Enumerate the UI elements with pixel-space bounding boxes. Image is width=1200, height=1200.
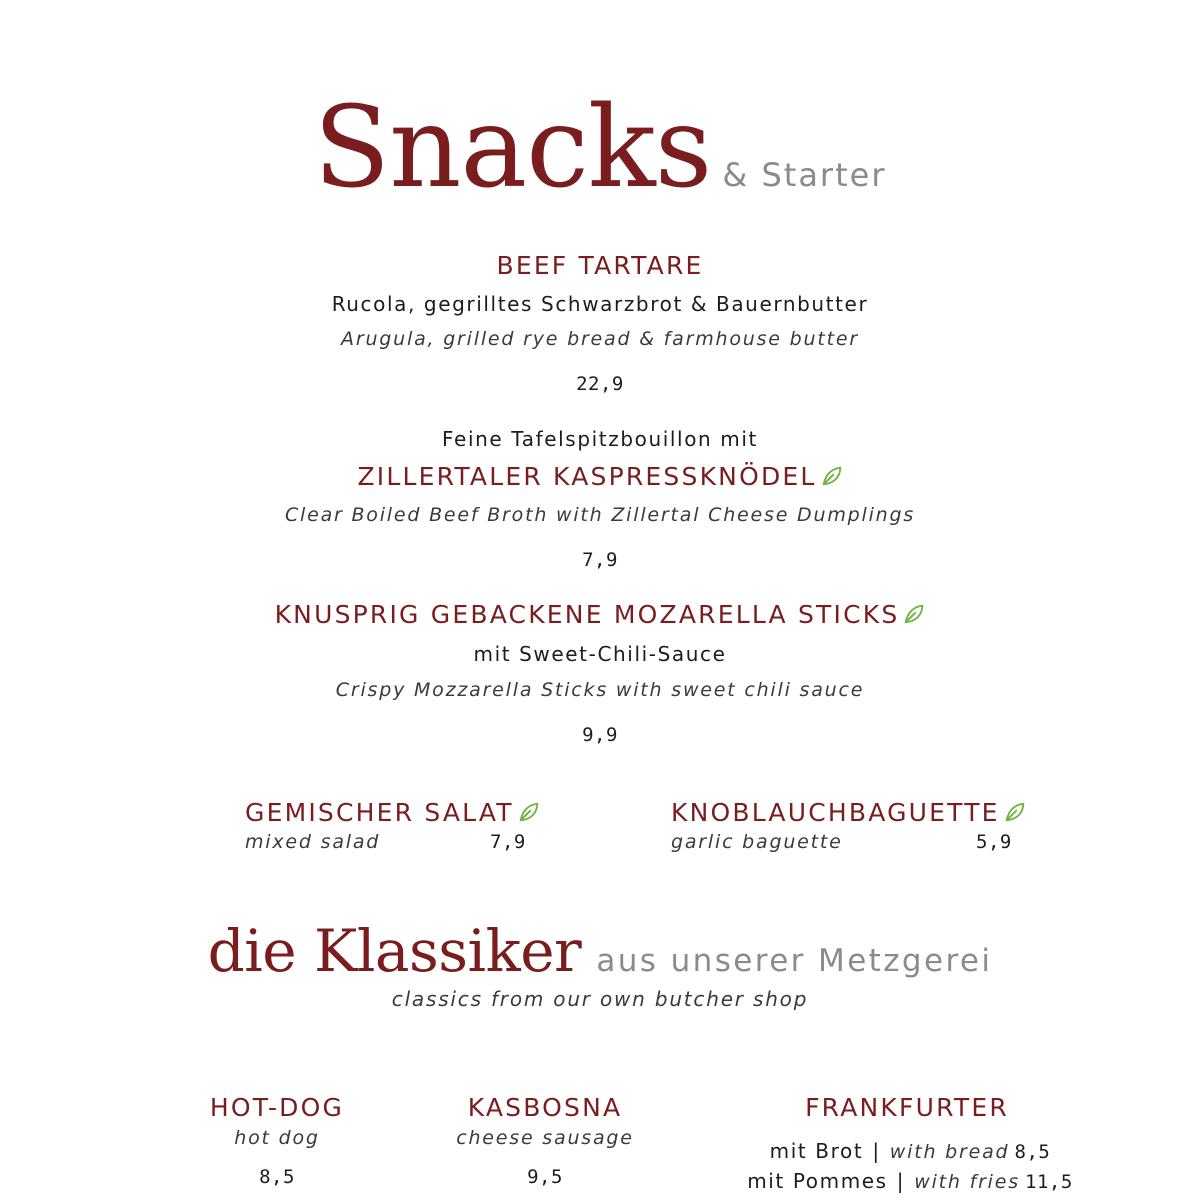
dish-price: 9,5 (527, 1166, 563, 1188)
option-price: 8,5 (1014, 1141, 1051, 1163)
dish-title-text: ZILLERTALER KASPRESSKNÖDEL (357, 462, 817, 491)
dish-price: 5,9 (976, 831, 1012, 853)
section-title: Snacks (313, 83, 712, 213)
dish-intro-de: Feine Tafelspitzbouillon mit (442, 427, 758, 451)
dish-title-frankfurter: FRANKFURTER (805, 1093, 1009, 1122)
frankfurter-option-bread (700, 1138, 1120, 1164)
section-title: die Klassiker (207, 917, 582, 985)
dish-title-beef-tartare: BEEF TARTARE (496, 251, 704, 280)
dish-title-text: KNUSPRIG GEBACKENE MOZARELLA STICKS (274, 600, 900, 629)
leaf-icon (1004, 801, 1026, 823)
leaf-icon (518, 801, 540, 823)
section-heading-snacks (0, 83, 1200, 213)
dish-description-de: mit Sweet-Chili-Sauce (473, 642, 727, 666)
dish-price: 9,9 (582, 724, 618, 746)
dish-description-de: Rucola, gegrilltes Schwarzbrot & Bauernbutter (331, 292, 869, 316)
dish-description-en: mixed salad (245, 831, 381, 853)
option-en: with fries (914, 1171, 1020, 1193)
section-subtitle: & Starter (722, 156, 887, 194)
section-subtitle: aus unserer Metzgerei (596, 943, 993, 979)
dish-price: 22,9 (576, 373, 624, 395)
dish-title-kaspressknoedel (0, 462, 1200, 492)
option-separator: | (872, 1139, 881, 1163)
dish-description-en: garlic baguette (671, 831, 843, 853)
dish-price: 7,9 (490, 831, 526, 853)
dish-description-en: Crispy Mozzarella Sticks with sweet chili sauce (335, 679, 865, 701)
option-separator: | (896, 1169, 906, 1193)
option-de: mit Pommes (747, 1169, 888, 1193)
section-description-en: classics from our own butcher shop (391, 987, 809, 1011)
dish-title-hot-dog: HOT-DOG (209, 1093, 345, 1122)
dish-title-text: GEMISCHER SALAT (245, 798, 514, 827)
dish-description-en: Arugula, grilled rye bread & farmhouse butter (341, 328, 859, 350)
section-heading-klassiker (0, 918, 1200, 984)
dish-title-gemischer-salat (245, 798, 540, 828)
dish-title-knoblauchbaguette (671, 798, 1026, 828)
dish-price: 8,5 (259, 1166, 295, 1188)
dish-description-en: hot dog (234, 1127, 320, 1149)
option-de: mit Brot (769, 1139, 864, 1163)
dish-title-mozarella-sticks (0, 600, 1200, 630)
option-price: 11,5 (1025, 1171, 1073, 1193)
option-en: with bread (889, 1141, 1010, 1163)
dish-title-kasbosna: KASBOSNA (467, 1093, 623, 1122)
dish-description-en: Clear Boiled Beef Broth with Zillertal Cheese Dumplings (284, 504, 916, 526)
dish-description-en: cheese sausage (456, 1127, 634, 1149)
frankfurter-option-fries (700, 1168, 1120, 1194)
dish-title-text: KNOBLAUCHBAGUETTE (671, 798, 1000, 827)
dish-price: 7,9 (582, 549, 618, 571)
leaf-icon (821, 465, 843, 487)
leaf-icon (903, 603, 925, 625)
